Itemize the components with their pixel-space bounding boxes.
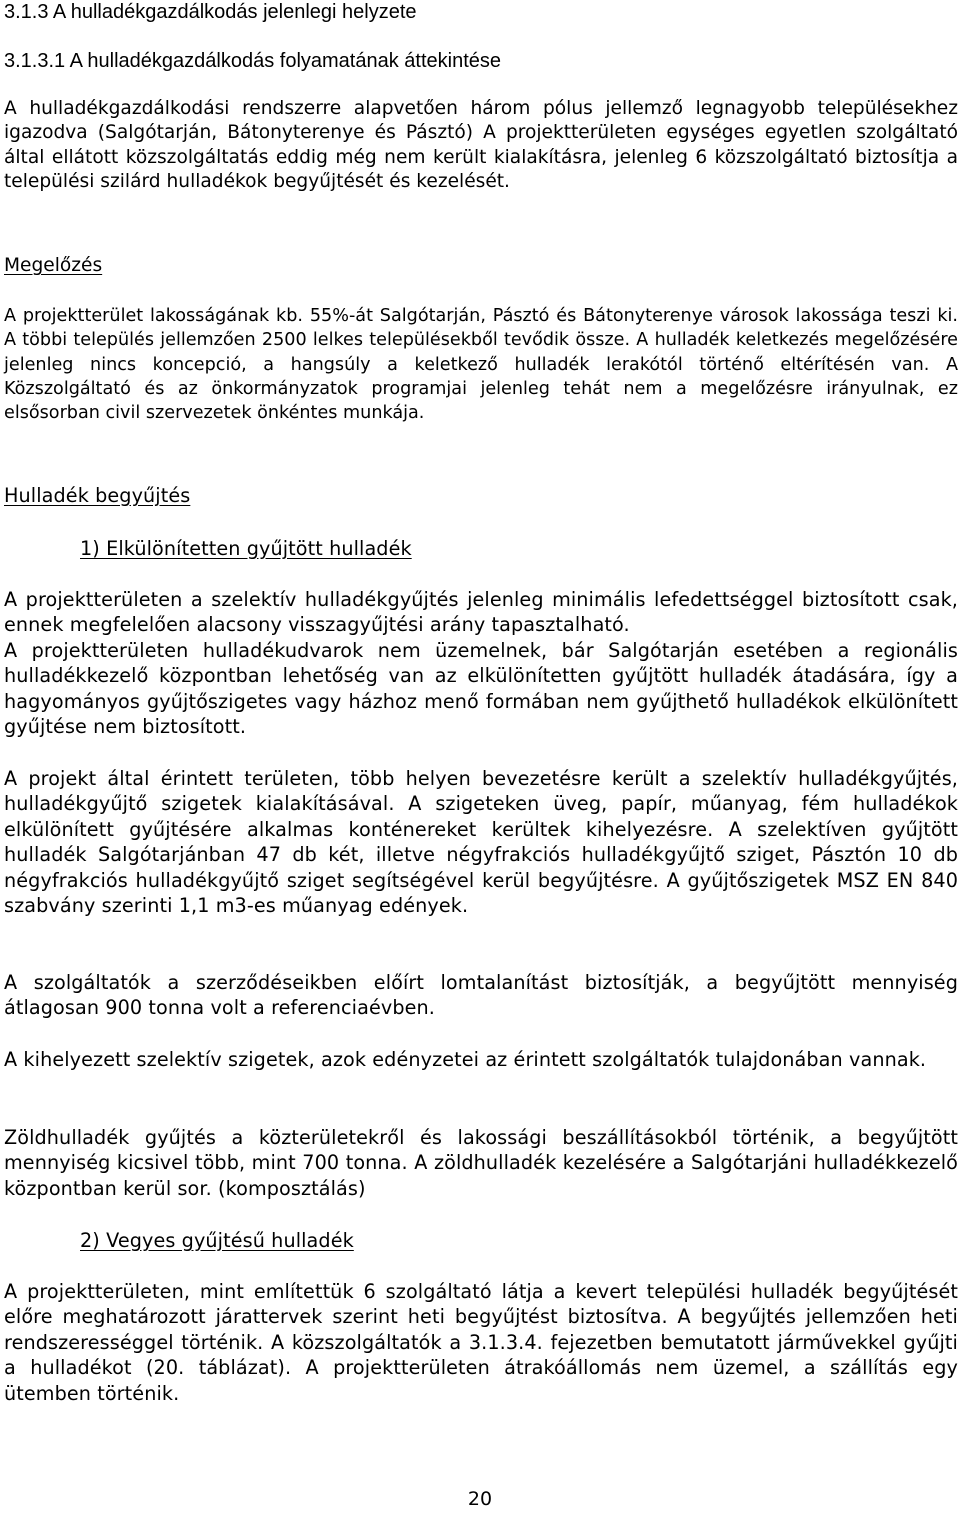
separate-paragraph-6: Zöldhulladék gyűjtés a közterületekről és lakossági beszállításokból történik, a begyűjtött mennyiség kicsivel több, mint 700 tonna. A zöldhulladék kezelésére a Salgótarjáni hulladékkezelő központban kerül sor. (komposztálás) bbox=[4, 1126, 958, 1200]
collection-heading: Hulladék begyűjtés bbox=[4, 484, 191, 507]
intro-paragraph: A hulladékgazdálkodási rendszerre alapvetően három pólus jellemző legnagyobb településekhez igazodva (Salgótarján, Bátonyterenye és Pásztó) A projektterületen egységes egyetlen szolgáltató által ellátott közszolgáltatás eddig még nem került kialakításra, jelenleg 6 közszolgáltató biztosítja a települési szilárd hulladékok begyűjtését és kezelését. bbox=[4, 98, 958, 192]
subsection-title: 3.1.3.1 A hulladékgazdálkodás folyamatának áttekintése bbox=[4, 50, 502, 72]
prevention-heading: Megelőzés bbox=[4, 255, 103, 276]
mixed-collection-heading: 2) Vegyes gyűjtésű hulladék bbox=[80, 1229, 354, 1252]
separate-paragraph-3: A projekt által érintett területen, több helyen bevezetésre került a szelektív hulladékgyűjtés, hulladékgyűjtő szigetek kialakításával. A szigeteken üveg, papír, műanyag, fém hulladékok elkülönített gyűjtésére alkalmas konténereket kerültek kihelyezésre. A szelektíven gyűjtött hulladék Salgótarjánban 47 db két, illetve négyfrakciós hulladékgyűjtő sziget, Pásztón 10 db négyfrakciós hulladékgyűjtő sziget segítségével kerül begyűjtésre. A gyűjtőszigetek MSZ EN 840 szabvány szerinti 1,1 m3-es műanyag edények. bbox=[4, 767, 958, 918]
mixed-paragraph-1: A projektterületen, mint említettük 6 szolgáltató látja a kevert települési hulladék begyűjtését előre meghatározott járattervek szerint heti begyűjtést biztosítva. A begyűjtés jellemzően heti rendszerességgel történik. A közszolgáltatók a 3.1.3.4. fejezetben bemutatott járművekkel gyűjti a hulladékot (20. táblázat). A projektterületen átrakóállomás nem üzemel, a szállítás egy ütemben történik. bbox=[4, 1280, 958, 1405]
separate-paragraph-4: A szolgáltatók a szerződéseikben előírt lomtalanítást biztosítják, a begyűjtött mennyiség átlagosan 900 tonna volt a referenciaévben. bbox=[4, 971, 958, 1020]
separate-paragraph-5: A kihelyezett szelektív szigetek, azok edényzetei az érintett szolgáltatók tulajdonában vannak. bbox=[4, 1048, 927, 1071]
separate-paragraph-1: A projektterületen a szelektív hulladékgyűjtés jelenleg minimális lefedettséggel biztosított csak, ennek megfelelően alacsony visszagyűjtési arány tapasztalható. bbox=[4, 588, 958, 637]
page-number: 20 bbox=[467, 1488, 493, 1510]
separate-paragraph-2: A projektterületen hulladékudvarok nem üzemelnek, bár Salgótarján esetében a regionális hulladékkezelő központban lehetőség van az elkülönítetten gyűjtött hulladék átadására, így a hagyományos gyűjtőszigetes vagy házhoz menő formában nem gyűjthető hulladékok elkülönített gyűjtése nem biztosított. bbox=[4, 639, 958, 739]
separate-collection-heading: 1) Elkülönítetten gyűjtött hulladék bbox=[80, 537, 412, 560]
section-title: 3.1.3 A hulladékgazdálkodás jelenlegi helyzete bbox=[4, 1, 417, 23]
prevention-paragraph: A projektterület lakosságának kb. 55%-át Salgótarján, Pásztó és Bátonyterenye városok lakossága teszi ki. A többi település jellemzően 2500 lelkes településekből tevődik össze. A hulladék keletkezés megelőzésére jelenleg nincs koncepció, a hangsúly a keletkező hulladék lerakótól történő eltérítésén van. A Közszolgáltató és az önkormányzatok programjai jelenleg tehát nem a megelőzésre irányulnak, ez elsősorban civil szervezetek önkéntes munkája. bbox=[4, 306, 958, 424]
